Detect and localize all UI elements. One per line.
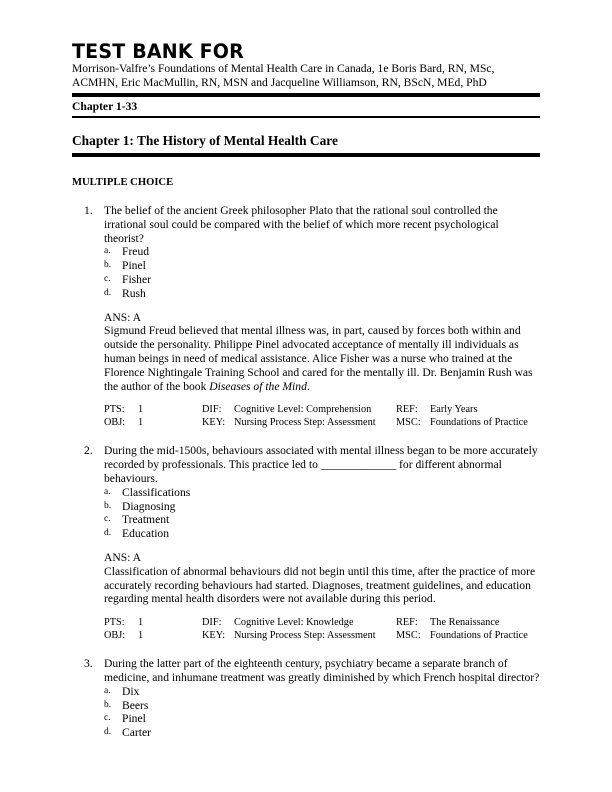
answer-key: ANS: A <box>104 550 142 564</box>
choice-d <box>104 287 540 301</box>
question-3 <box>72 657 540 740</box>
choice-letter: d. <box>104 727 112 738</box>
choice-text: Pinel <box>122 259 146 273</box>
choice-letter: d. <box>104 528 112 539</box>
choice-list <box>104 245 540 300</box>
header-rule-thin <box>72 116 540 118</box>
msc-value: Foundations of Practice <box>430 417 528 429</box>
question-stem <box>104 444 540 485</box>
book-info-line-1: Morrison-Valfre’s Foundations of Mental Health Care in Canada, 1e Boris Bard, RN, MSc, <box>72 62 495 75</box>
choice-d <box>104 726 540 740</box>
answer-key: ANS: A <box>104 310 142 324</box>
choice-d <box>104 527 540 541</box>
question-2 <box>72 444 540 642</box>
book-info <box>72 62 540 90</box>
metadata-row <box>104 416 540 429</box>
pts-value: 1 <box>138 617 144 629</box>
book-info-line-2: ACMHN, Eric MacMullin, RN, MSN and Jacqueline Williamson, RN, BScN, MEd, PhD <box>72 76 487 89</box>
question-metadata <box>104 616 540 642</box>
choice-letter: b. <box>104 699 112 710</box>
pts-value: 1 <box>138 404 144 416</box>
question-1 <box>72 204 540 429</box>
choice-text: Dix <box>122 684 140 698</box>
choice-a <box>104 245 540 259</box>
choice-list <box>104 486 540 541</box>
choice-letter: d. <box>104 287 112 298</box>
rationale-end: . <box>306 379 310 393</box>
choice-c <box>104 712 540 726</box>
section-heading: MULTIPLE CHOICE <box>72 177 174 188</box>
choice-text: Classifications <box>122 485 191 499</box>
choice-text: Diagnosing <box>122 499 176 513</box>
rationale-text: Sigmund Freud believed that mental illness was, in part, caused by forces both within and outside the personality. Philippe Pinel advocated acceptance of mentally ill individuals as human beings in need of medical assistance. Alice Fisher was a nurse who trained at the Florence Nightingale Training School and cared for the mentally ill. Dr. Benjamin Rush was the author of the book <box>104 324 533 393</box>
book-title: Diseases of the Mind <box>209 379 307 393</box>
question-stem: The belief of the ancient Greek philosopher Plato that the rational soul controlled the irrational soul could be compared with the belief of which more recent psychological theorist? <box>104 204 499 245</box>
choice-a <box>104 486 540 500</box>
key-label: KEY: <box>202 630 226 642</box>
question-number: 2. <box>84 444 93 458</box>
choice-list <box>104 685 540 740</box>
choice-letter: a. <box>104 246 111 257</box>
choice-text: Carter <box>122 726 151 740</box>
msc-value: Foundations of Practice <box>430 630 528 642</box>
dif-label: DIF: <box>202 404 222 416</box>
chapter-title: Chapter 1: The History of Mental Health Care <box>72 132 338 148</box>
ref-label: REF: <box>396 404 418 416</box>
choice-c <box>104 273 540 287</box>
stem-text-end: for different abnormal behaviours. <box>104 458 502 485</box>
ref-value: Early Years <box>430 404 478 416</box>
choice-b <box>104 259 540 273</box>
choice-a <box>104 685 540 699</box>
choice-text: Beers <box>122 698 149 712</box>
choice-text: Fisher <box>122 272 151 286</box>
choice-letter: b. <box>104 260 112 271</box>
metadata-row <box>104 629 540 642</box>
choice-letter: c. <box>104 273 111 284</box>
choice-b <box>104 699 540 713</box>
choice-letter: a. <box>104 486 111 497</box>
question-number: 1. <box>84 204 93 217</box>
header-rule-thick <box>72 93 540 97</box>
choice-letter: a. <box>104 685 111 696</box>
key-label: KEY: <box>202 417 226 429</box>
ref-label: REF: <box>396 617 418 629</box>
dif-label: DIF: <box>202 617 222 629</box>
key-value: Nursing Process Step: Assessment <box>234 417 376 429</box>
chapter-range: Chapter 1-33 <box>72 100 138 113</box>
rationale: Classification of abnormal behaviours did not begin until this time, after the practice of more accurately recording behaviours had started. Diagnoses, treatment guidelines, and education regarding mental health disorders were not available during this period. <box>104 564 536 606</box>
choice-text: Freud <box>122 245 150 259</box>
choice-c <box>104 513 540 527</box>
choice-text: Treatment <box>122 513 170 527</box>
question-stem: During the latter part of the eighteenth century, psychiatry became a separate branch of medicine, and inhumane treatment was greatly diminished by which French hospital director? <box>104 657 540 684</box>
key-value: Nursing Process Step: Assessment <box>234 630 376 642</box>
obj-label: OBJ: <box>104 417 126 429</box>
test-bank-banner: TEST BANK FOR <box>72 40 244 64</box>
dif-value: Cognitive Level: Comprehension <box>234 404 372 416</box>
choice-b <box>104 500 540 514</box>
obj-value: 1 <box>138 630 144 642</box>
metadata-row <box>104 403 540 416</box>
stem-text: During the mid-1500s, behaviours associated with mental illness began to be more accurately recorded by professionals. This practice led to <box>104 444 538 472</box>
question-metadata <box>104 403 540 429</box>
msc-label: MSC: <box>396 630 421 642</box>
question-number: 3. <box>84 657 93 671</box>
obj-label: OBJ: <box>104 630 126 642</box>
chapter-rule <box>72 153 540 158</box>
metadata-row <box>104 616 540 629</box>
choice-letter: c. <box>104 713 111 724</box>
dif-value: Cognitive Level: Knowledge <box>234 617 354 629</box>
choice-text: Rush <box>122 286 146 300</box>
obj-value: 1 <box>138 417 144 429</box>
msc-label: MSC: <box>396 417 421 429</box>
document-page <box>72 40 540 740</box>
pts-label: PTS: <box>104 404 125 416</box>
choice-text: Pinel <box>122 712 146 726</box>
rationale <box>104 324 540 393</box>
ref-value: The Renaissance <box>430 617 500 629</box>
fill-in-blank: _____________ <box>320 458 397 472</box>
choice-letter: c. <box>104 514 111 525</box>
pts-label: PTS: <box>104 617 125 629</box>
choice-text: Education <box>122 527 170 541</box>
choice-letter: b. <box>104 500 112 511</box>
